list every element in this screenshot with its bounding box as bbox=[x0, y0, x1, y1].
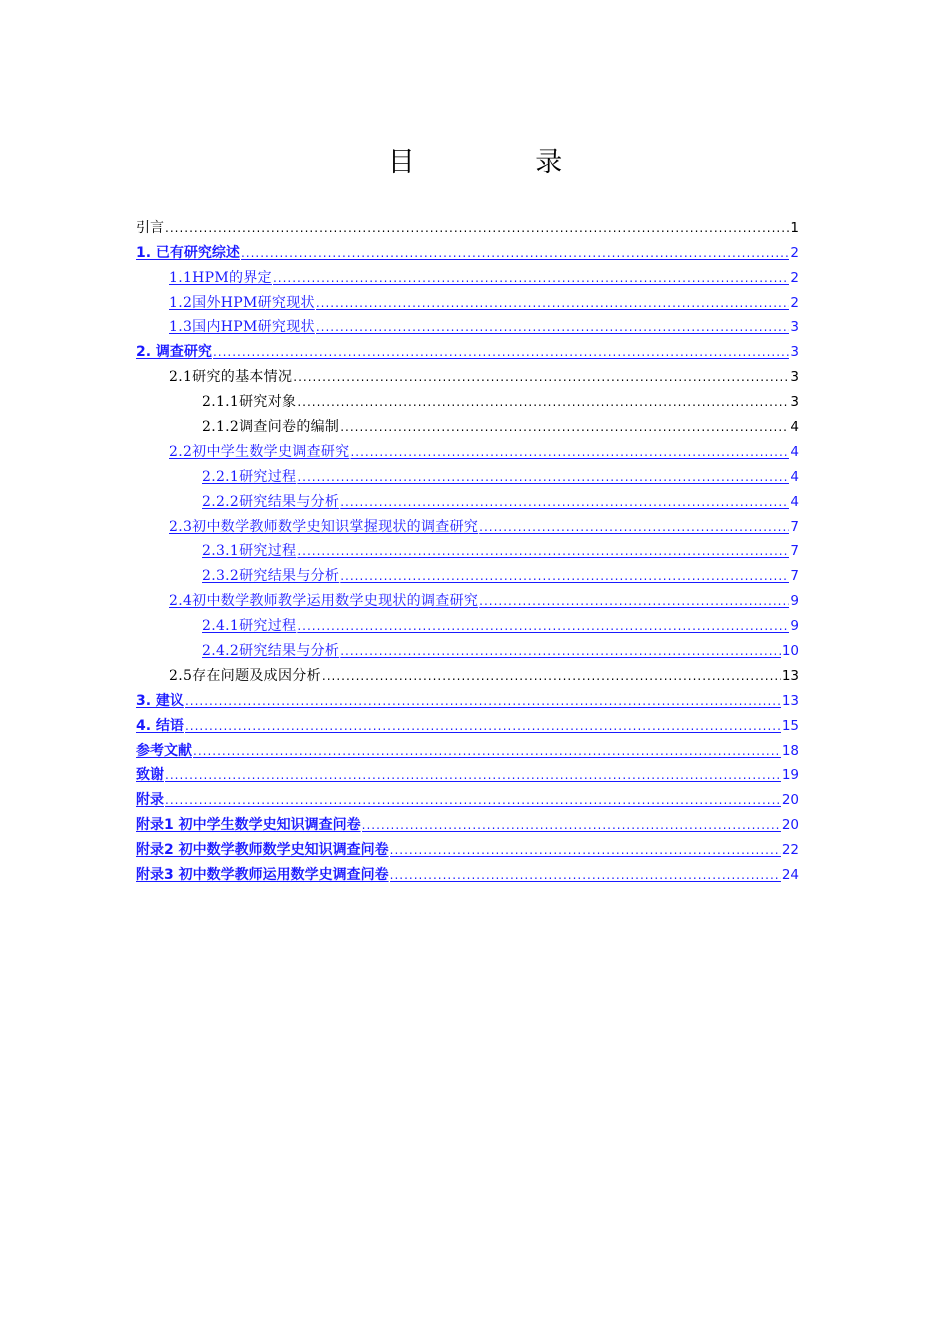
toc-page-number: 19 bbox=[781, 767, 799, 784]
toc-dot-leader bbox=[362, 816, 781, 834]
toc-title: 目 录 bbox=[387, 147, 619, 178]
table-of-contents bbox=[136, 212, 799, 884]
toc-entry[interactable] bbox=[136, 237, 799, 262]
toc-entry-text: 附录1 初中学生数学史知识调查问卷 bbox=[136, 817, 361, 834]
toc-page-number: 13 bbox=[781, 692, 799, 709]
toc-dot-leader bbox=[479, 518, 789, 536]
toc-entry bbox=[136, 212, 799, 237]
toc-entry-text: 2.4.2研究结果与分析 bbox=[202, 643, 340, 660]
toc-dot-leader bbox=[390, 866, 781, 884]
toc-entry[interactable] bbox=[136, 262, 799, 287]
toc-page-number: 9 bbox=[790, 618, 799, 635]
toc-page-number: 7 bbox=[790, 543, 799, 560]
toc-entry[interactable] bbox=[136, 312, 799, 337]
toc-entry-text: 2.5存在问题及成因分析 bbox=[169, 667, 321, 684]
toc-page-number: 3 bbox=[790, 369, 799, 386]
toc-page-number: 15 bbox=[781, 717, 799, 734]
toc-entry-text: 3. 建议 bbox=[136, 692, 184, 709]
toc-page-number: 9 bbox=[790, 593, 799, 610]
toc-page-number: 4 bbox=[790, 443, 799, 460]
toc-dot-leader bbox=[293, 368, 789, 386]
toc-page-number: 4 bbox=[790, 493, 799, 510]
toc-page-number: 7 bbox=[790, 568, 799, 585]
toc-entry[interactable] bbox=[136, 336, 799, 361]
toc-page-number: 4 bbox=[790, 419, 799, 436]
toc-entry bbox=[136, 660, 799, 685]
toc-entry-text: 1. 已有研究综述 bbox=[136, 244, 240, 261]
toc-entry[interactable] bbox=[136, 834, 799, 859]
toc-entry-text: 2.1.1研究对象 bbox=[202, 394, 297, 411]
toc-entry-text: 2.2.1研究过程 bbox=[202, 468, 297, 485]
toc-entry[interactable] bbox=[136, 685, 799, 710]
toc-entry[interactable] bbox=[136, 784, 799, 809]
toc-entry bbox=[136, 411, 799, 436]
toc-entry[interactable] bbox=[136, 560, 799, 585]
toc-entry-text: 2.1.2调查问卷的编制 bbox=[202, 419, 340, 436]
toc-dot-leader bbox=[316, 294, 790, 312]
toc-page-number: 2 bbox=[790, 294, 799, 311]
toc-entry bbox=[136, 361, 799, 386]
toc-page-number: 20 bbox=[781, 792, 799, 809]
toc-entry-text: 2.3初中数学教师数学史知识掌握现状的调查研究 bbox=[169, 518, 479, 535]
toc-page-number: 3 bbox=[790, 319, 799, 336]
toc-entry-text: 1.2国外HPM研究现状 bbox=[169, 294, 315, 311]
toc-dot-leader bbox=[297, 393, 789, 411]
toc-entry[interactable] bbox=[136, 735, 799, 760]
toc-dot-leader bbox=[479, 592, 789, 610]
toc-entry[interactable] bbox=[136, 511, 799, 536]
toc-entry-text: 2.1研究的基本情况 bbox=[169, 369, 293, 386]
toc-entry[interactable] bbox=[136, 461, 799, 486]
toc-entry-text: 附录3 初中数学教师运用数学史调查问卷 bbox=[136, 867, 389, 884]
toc-entry-text: 2.3.2研究结果与分析 bbox=[202, 568, 340, 585]
toc-dot-leader bbox=[273, 269, 789, 287]
toc-entry-text: 2.2.2研究结果与分析 bbox=[202, 493, 340, 510]
toc-entry-text: 1.3国内HPM研究现状 bbox=[169, 319, 315, 336]
toc-dot-leader bbox=[316, 318, 790, 336]
toc-entry[interactable] bbox=[136, 635, 799, 660]
toc-entry-text: 引言 bbox=[136, 219, 164, 236]
toc-dot-leader bbox=[350, 443, 789, 461]
toc-entry[interactable] bbox=[136, 436, 799, 461]
toc-page-number: 7 bbox=[790, 518, 799, 535]
toc-entry-text: 附录 bbox=[136, 792, 164, 809]
toc-entry[interactable] bbox=[136, 610, 799, 635]
toc-dot-leader bbox=[322, 667, 781, 685]
toc-entry-text: 致谢 bbox=[136, 767, 164, 784]
toc-dot-leader bbox=[297, 617, 789, 635]
toc-entry[interactable] bbox=[136, 486, 799, 511]
toc-entry-text: 参考文献 bbox=[136, 742, 192, 759]
toc-entry[interactable] bbox=[136, 760, 799, 785]
toc-entry-text: 2.3.1研究过程 bbox=[202, 543, 297, 560]
toc-entry[interactable] bbox=[136, 287, 799, 312]
toc-entry bbox=[136, 386, 799, 411]
toc-dot-leader bbox=[165, 791, 781, 809]
toc-page-number: 22 bbox=[781, 842, 799, 859]
toc-dot-leader bbox=[241, 244, 789, 262]
toc-dot-leader bbox=[340, 642, 781, 660]
toc-dot-leader bbox=[193, 742, 781, 760]
toc-dot-leader bbox=[390, 841, 781, 859]
toc-entry[interactable] bbox=[136, 809, 799, 834]
toc-entry-text: 2.4.1研究过程 bbox=[202, 618, 297, 635]
toc-entry-text: 1.1HPM的界定 bbox=[169, 269, 272, 286]
toc-entry[interactable] bbox=[136, 859, 799, 884]
toc-page-number: 1 bbox=[790, 219, 799, 236]
toc-entry-text: 2. 调查研究 bbox=[136, 344, 212, 361]
toc-page-number: 24 bbox=[781, 867, 799, 884]
toc-page-number: 3 bbox=[790, 344, 799, 361]
toc-dot-leader bbox=[340, 418, 789, 436]
toc-dot-leader bbox=[340, 567, 789, 585]
toc-page-number: 13 bbox=[781, 667, 799, 684]
toc-entry-text: 2.2初中学生数学史调查研究 bbox=[169, 443, 350, 460]
toc-page-number: 2 bbox=[790, 244, 799, 261]
toc-dot-leader bbox=[340, 493, 789, 511]
toc-dot-leader bbox=[297, 468, 789, 486]
toc-page-number: 2 bbox=[790, 269, 799, 286]
toc-page-number: 3 bbox=[790, 394, 799, 411]
toc-entry[interactable] bbox=[136, 536, 799, 561]
toc-page-number: 20 bbox=[781, 817, 799, 834]
toc-entry-text: 附录2 初中数学教师数学史知识调查问卷 bbox=[136, 842, 389, 859]
toc-dot-leader bbox=[185, 692, 781, 710]
toc-page-number: 18 bbox=[781, 742, 799, 759]
toc-page-number: 10 bbox=[781, 643, 799, 660]
toc-entry-text: 2.4初中数学教师教学运用数学史现状的调查研究 bbox=[169, 593, 479, 610]
toc-entry-text: 4. 结语 bbox=[136, 717, 184, 734]
toc-dot-leader bbox=[165, 219, 789, 237]
toc-page-number: 4 bbox=[790, 468, 799, 485]
toc-dot-leader bbox=[213, 343, 789, 361]
toc-dot-leader bbox=[165, 766, 781, 784]
toc-dot-leader bbox=[185, 717, 781, 735]
toc-entry[interactable] bbox=[136, 585, 799, 610]
toc-entry[interactable] bbox=[136, 710, 799, 735]
toc-dot-leader bbox=[297, 542, 789, 560]
